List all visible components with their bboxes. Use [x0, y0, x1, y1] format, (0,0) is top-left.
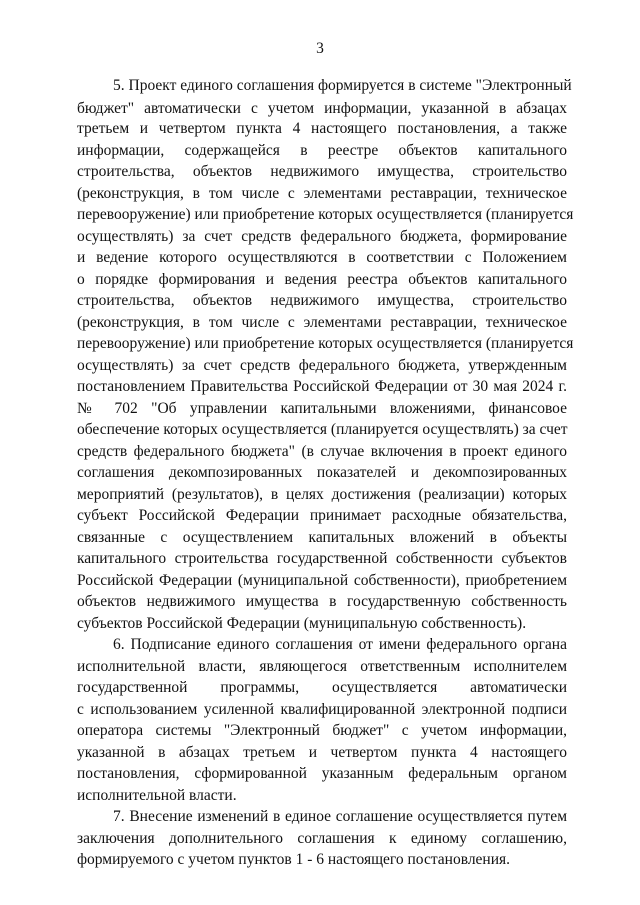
paragraph-line: заключения дополнительного соглашения к единому соглашению, — [77, 830, 567, 847]
paragraph-line: и ведение которого осуществляются в соответствии с Положением — [77, 249, 567, 266]
paragraph-line: объектов недвижимого имущества в государственную собственность — [77, 593, 567, 610]
paragraph-line: указанной в абзацах третьем и четвертом пункта 4 настоящего — [77, 744, 567, 761]
paragraph-line: Российской Федерации (муниципальной собственности), приобретением — [77, 572, 567, 589]
paragraph-line: соглашения декомпозированных показателей и декомпозированных — [77, 464, 567, 481]
paragraph-line: мероприятий (результатов), в целях достижения (реализации) которых — [77, 486, 567, 503]
paragraph-line: строительства, объектов недвижимого имущества, строительство — [77, 292, 567, 309]
paragraph-line: средств федерального бюджета" (в случае включения в проект единого — [77, 443, 567, 460]
paragraph-line: перевооружение) или приобретение которых осуществляется (планируется — [77, 335, 574, 352]
paragraph-line: третьем и четвертом пункта 4 настоящего постановления, а также — [77, 120, 567, 137]
paragraph-line: о порядке формирования и ведения реестра объектов капитального — [77, 271, 567, 288]
paragraph-line: оператора системы "Электронный бюджет" с учетом информации, — [77, 722, 567, 739]
paragraph-line: строительства, объектов недвижимого имущества, строительство — [77, 163, 567, 180]
paragraph-line: (реконструкция, в том числе с элементами реставрации, техническое — [77, 314, 567, 331]
paragraph-line: информации, содержащейся в реестре объектов капитального — [77, 142, 567, 159]
paragraph-line: обеспечение которых осуществляется (планируется осуществлять) за счет — [77, 421, 568, 438]
paragraph-line: исполнительной власти. — [77, 787, 237, 804]
paragraph-line: постановлением Правительства Российской Федерации от 30 мая 2024 г. — [77, 378, 567, 395]
paragraph-line: исполнительной власти, являющегося ответственным исполнителем — [77, 658, 567, 675]
paragraph-line: осуществлять) за счет средств федерального бюджета, утвержденным — [77, 357, 567, 374]
paragraph-line: 5. Проект единого соглашения формируется в системе "Электронный — [113, 77, 572, 94]
paragraph-line: связанные с осуществлением капитальных вложений в объекты — [77, 529, 567, 546]
paragraph-line: бюджет" автоматически с учетом информации, указанной в абзацах — [77, 100, 567, 117]
page-number: 3 — [316, 40, 324, 57]
paragraph-line: субъект Российской Федерации принимает расходные обязательства, — [77, 507, 567, 524]
paragraph-line: (реконструкция, в том числе с элементами реставрации, техническое — [77, 185, 567, 202]
paragraph-line: постановления, сформированной указанным федеральным органом — [77, 765, 567, 782]
paragraph-line: с использованием усиленной квалифицированной электронной подписи — [77, 701, 567, 718]
paragraph-line: № 702 "Об управлении капитальными вложениями, финансовое — [77, 400, 567, 417]
paragraph-line: перевооружение) или приобретение которых осуществляется (планируется — [77, 206, 574, 223]
paragraph-line: формируемого с учетом пунктов 1 - 6 настоящего постановления. — [77, 851, 511, 868]
paragraph-line: капитального строительства государственной собственности субъектов — [77, 550, 567, 567]
paragraph-line: 7. Внесение изменений в единое соглашение осуществляется путем — [113, 808, 567, 825]
paragraph-line: 6. Подписание единого соглашения от имени федерального органа — [113, 636, 567, 653]
paragraph-line: субъектов Российской Федерации (муниципальную собственность). — [77, 615, 527, 632]
paragraph-line: государственной программы, осуществляется автоматически — [77, 679, 567, 696]
paragraph-line: осуществлять) за счет средств федерального бюджета, формирование — [77, 228, 567, 245]
